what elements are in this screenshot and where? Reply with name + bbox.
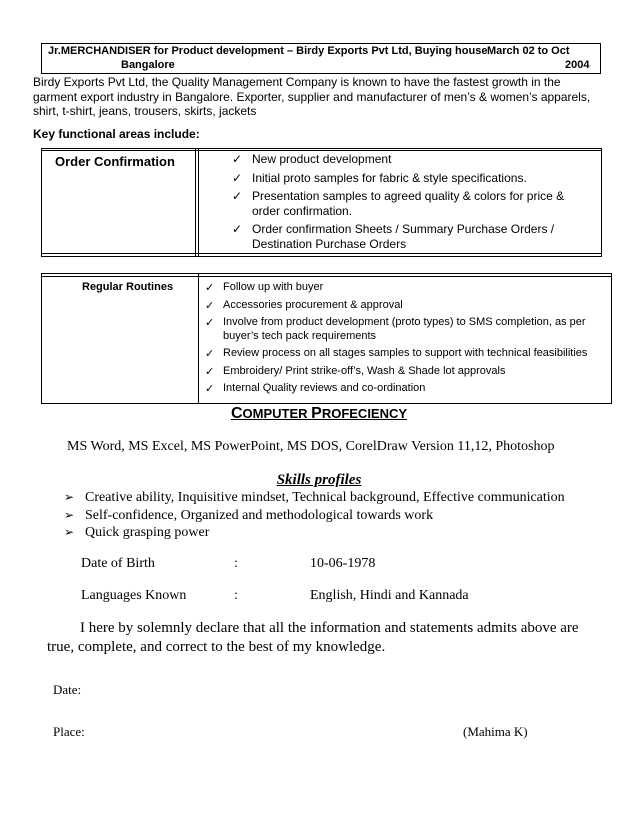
company-intro: Birdy Exports Pvt Ltd, the Quality Management Company is known to have the fastest growth in the garment export industry in Bangalore. Exporter, supplier and manufacturer of men’s & women’s apparels, shirt, t-shirt, jeans, trousers, skirts, jackets	[33, 75, 591, 118]
check-icon: ✓	[232, 189, 243, 203]
dob-value: 10-06-1978	[310, 556, 376, 571]
job-period: March 02 to Oct	[487, 45, 570, 57]
job-title: Jr.MERCHANDISER for Product development – Birdy Exports Pvt Ltd, Buying house	[48, 45, 488, 57]
check-icon: ✓	[232, 170, 243, 185]
list-item: ✓ Embroidery/ Print strike-off’s, Wash & Shade lot approvals	[205, 364, 506, 378]
check-icon: ✓	[205, 316, 215, 329]
check-icon: ✓	[205, 364, 215, 378]
arrow-bullet-icon: ➢	[64, 525, 75, 539]
check-icon: ✓	[232, 222, 243, 236]
list-item: ✓ Review process on all stages samples to support with technical feasibilities	[205, 347, 588, 360]
list-item: ✓ Accessories procurement & approval	[205, 298, 403, 312]
list-item: ✓ Initial proto samples for fabric & style specifications.	[232, 170, 527, 185]
regular-routines-label: Regular Routines	[82, 281, 174, 293]
list-item: ✓ Involve from product development (proto types) to SMS completion, as per buyer’s tech pack requirements	[205, 316, 586, 342]
list-item: ✓ Order confirmation Sheets / Summary Purchase Orders / Destination Purchase Orders	[232, 222, 555, 251]
list-item: ✓ New product development	[232, 152, 392, 166]
list-item: ✓ Follow up with buyer	[205, 281, 324, 294]
regular-routines-list	[205, 281, 613, 400]
list-item: ➢ Quick grasping power	[64, 525, 210, 540]
check-icon: ✓	[205, 382, 215, 395]
list-item: ➢ Self-confidence, Organized and methodological towards work	[64, 507, 434, 523]
check-icon: ✓	[232, 152, 243, 166]
skills-heading: Skills profiles	[276, 472, 362, 488]
order-confirmation-list	[232, 152, 587, 255]
skills-list	[64, 489, 565, 542]
list-item: ➢ Creative ability, Inquisitive mindset, Technical background, Effective communication	[64, 490, 565, 505]
languages-label: Languages Known	[81, 588, 187, 603]
computer-proficiency-heading: COMPUTER PROFECIENCY	[230, 405, 408, 422]
key-areas-heading: Key functional areas include:	[33, 127, 200, 141]
list-item: ✓ Presentation samples to agreed quality & colors for price & order confirmation.	[232, 189, 565, 218]
place-label: Place:	[53, 724, 85, 739]
declaration: I here by solemnly declare that all the information and statements admits above are true, complete, and correct to the best of my knowledge.	[47, 620, 579, 655]
languages-colon: :	[234, 588, 238, 603]
check-icon: ✓	[205, 298, 215, 312]
check-icon: ✓	[205, 347, 215, 360]
list-item: ✓ Internal Quality reviews and co-ordination	[205, 382, 426, 395]
order-confirmation-label: Order Confirmation	[55, 154, 175, 169]
arrow-bullet-icon: ➢	[64, 507, 75, 522]
languages-value: English, Hindi and Kannada	[310, 588, 469, 603]
arrow-bullet-icon: ➢	[64, 490, 75, 504]
signature-name: (Mahima K)	[463, 724, 528, 739]
job-year: 2004	[565, 59, 590, 71]
check-icon: ✓	[205, 281, 215, 294]
job-location: Bangalore	[121, 59, 175, 71]
date-label: Date:	[53, 682, 82, 697]
dob-label: Date of Birth	[81, 556, 155, 571]
computer-skills-text: MS Word, MS Excel, MS PowerPoint, MS DOS, CorelDraw Version 11,12, Photoshop	[67, 439, 555, 454]
dob-colon: :	[234, 556, 238, 571]
